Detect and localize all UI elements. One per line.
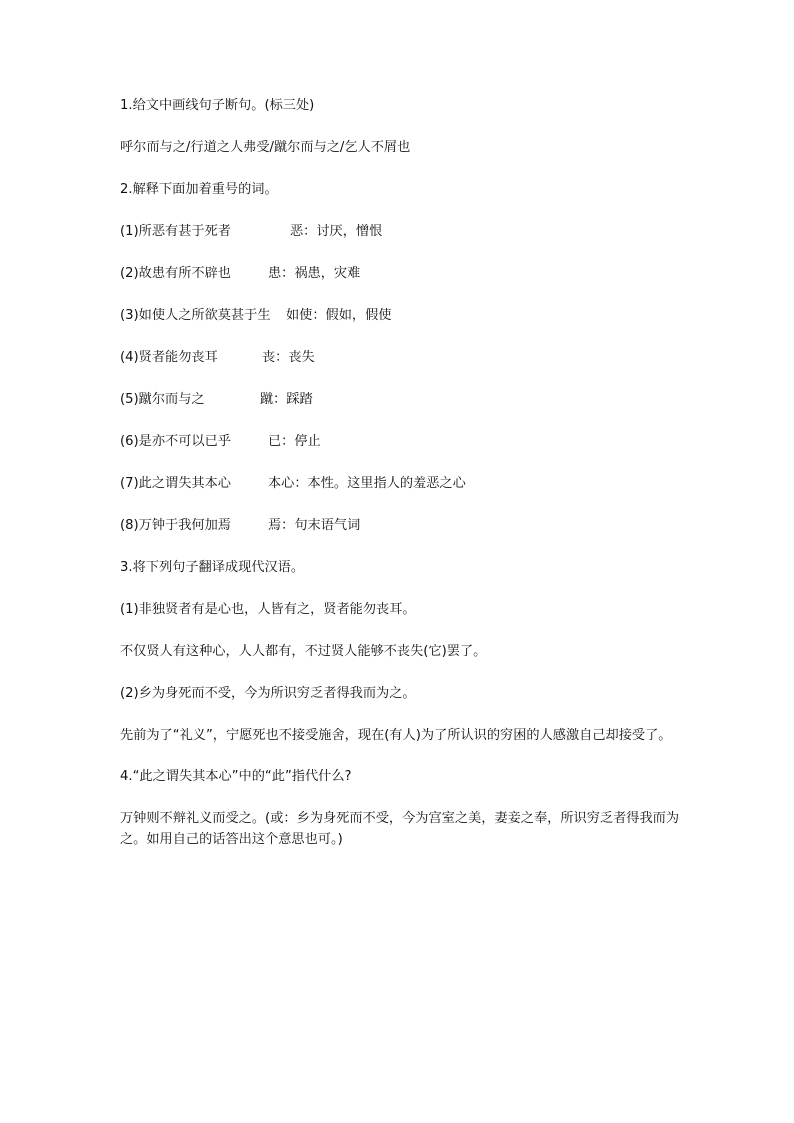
definition-text: 患：祸患，灾难 [268,266,361,281]
definition-term: (2)故患有所不辟也 [120,266,231,281]
definition-text: 丧：丧失 [262,350,315,365]
question-3-translation-1: 不仅贤人有这种心，人人都有，不过贤人能够不丧失(它)罢了。 [120,644,487,659]
question-3-translation-2: 先前为了“礼义”，宁愿死也不接受施舍，现在(有人)为了所认识的穷困的人感激自己却接受了。 [120,728,672,743]
definition-term: (3)如使人之所欲莫甚于生 [120,308,271,323]
definition-item-6 [120,431,685,453]
definition-term: (1)所恶有甚于死者 [120,224,231,239]
question-1-answer: 呼尔而与之/行道之人弗受/蹴尔而与之/乞人不屑也 [120,140,411,155]
definition-text: 已：停止 [268,434,321,449]
question-3-sentence-2: (2)乡为身死而不受，今为所识穷乏者得我而为之。 [120,686,416,701]
definition-text: 本心：本性。这里指人的羞恶之心 [268,476,466,491]
definition-item-7 [120,473,685,495]
definition-item-4 [120,347,685,369]
definition-item-2 [120,263,685,285]
definition-term: (6)是亦不可以已乎 [120,434,231,449]
document-content [120,95,685,870]
definition-text: 如使：假如，假使 [286,308,392,323]
question-2-heading: 2.解释下面加着重号的词。 [120,182,278,197]
definition-term: (7)此之谓失其本心 [120,476,231,491]
definition-item-1 [120,221,685,243]
definition-text: 恶：讨厌，憎恨 [290,224,383,239]
definition-item-3 [120,305,685,327]
definition-item-8 [120,515,685,537]
definition-text: 蹴：踩踏 [260,392,313,407]
question-3-heading: 3.将下列句子翻译成现代汉语。 [120,560,305,575]
definition-term: (5)蹴尔而与之 [120,392,205,407]
question-1-heading: 1.给文中画线句子断句。(标三处) [120,98,315,113]
definition-term: (8)万钟于我何加焉 [120,518,231,533]
definition-term: (4)贤者能勿丧耳 [120,350,218,365]
question-4-heading: 4.“此之谓失其本心”中的“此”指代什么? [120,769,352,784]
question-3-sentence-1: (1)非独贤者有是心也，人皆有之，贤者能勿丧耳。 [120,602,416,617]
definition-text: 焉：句末语气词 [268,518,361,533]
definition-item-5 [120,389,685,411]
question-4-answer: 万钟则不辩礼义而受之。(或：乡为身死而不受，今为宫室之美，妻妾之奉，所识穷乏者得我而为之。如用自己的话答出这个意思也可。) [120,811,680,847]
